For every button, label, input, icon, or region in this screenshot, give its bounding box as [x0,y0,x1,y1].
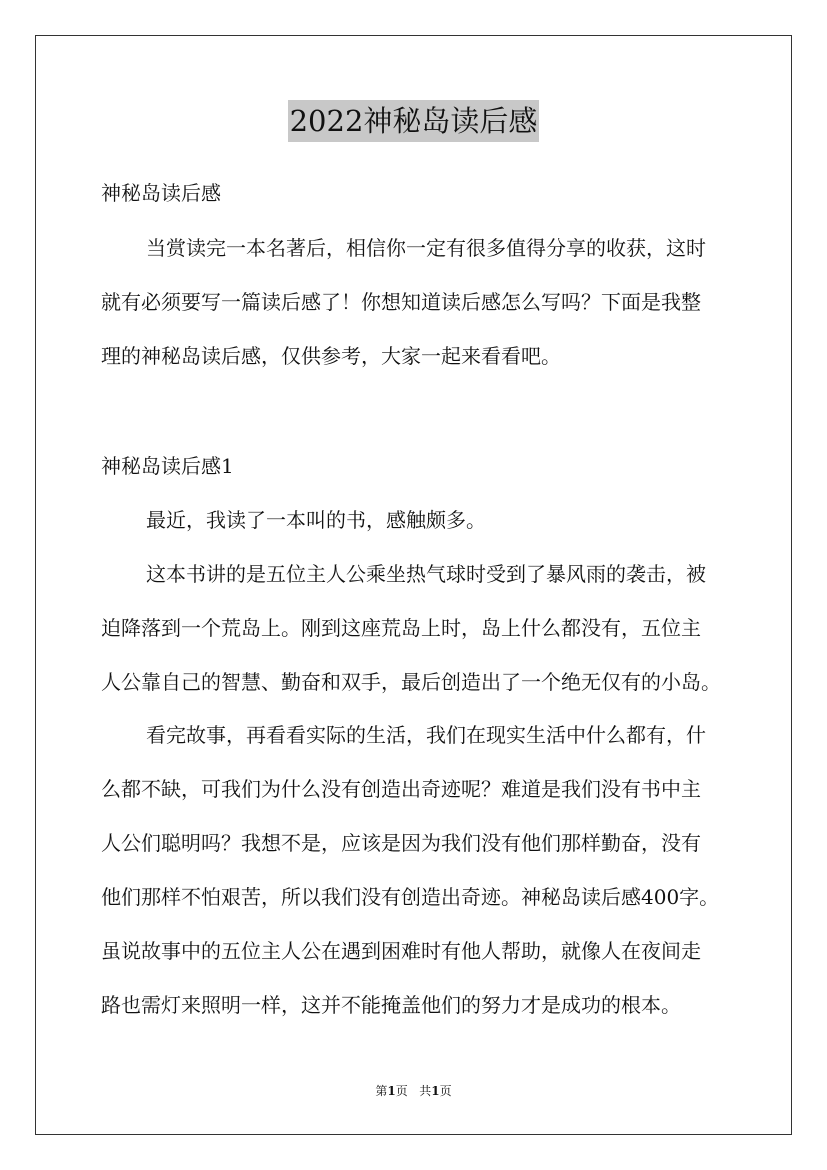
paragraph-line: 这本书讲的是五位主人公乘坐热气球时受到了暴风雨的袭击，被 [146,562,706,586]
title-container [0,100,827,142]
intro-line: 当赏读完一本名著后，相信你一定有很多值得分享的收获，这时 [146,236,706,260]
total-pages: 1 [431,1084,440,1098]
paragraph-line: 他们那样不怕艰苦，所以我们没有创造出奇迹。神秘岛读后感400字。 [101,885,720,909]
page-footer [0,1083,827,1099]
intro-line: 理的神秘岛读后感，仅供参考，大家一起来看看吧。 [101,344,561,368]
paragraph-line: 人公靠自己的智慧、勤奋和双手，最后创造出了一个绝无仅有的小岛。 [101,670,721,694]
document-subtitle: 神秘岛读后感 [101,181,221,205]
paragraph-line: 最近，我读了一本叫的书，感触颇多。 [146,508,486,532]
total-prefix: 共 [419,1084,432,1098]
document-title: 2022神秘岛读后感 [288,100,540,142]
paragraph-line: 迫降落到一个荒岛上。刚到这座荒岛上时，岛上什么都没有，五位主 [101,616,701,640]
paragraph-line: 虽说故事中的五位主人公在遇到困难时有他人帮助，就像人在夜间走 [101,939,701,963]
intro-line: 就有必须要写一篇读后感了！你想知道读后感怎么写吗？下面是我整 [101,290,701,314]
paragraph-line: 人公们聪明吗？我想不是，应该是因为我们没有他们那样勤奋，没有 [101,831,701,855]
paragraph-line: 路也需灯来照明一样，这并不能掩盖他们的努力才是成功的根本。 [101,993,681,1017]
page-suffix: 页 [395,1084,408,1098]
page-prefix: 第 [375,1084,388,1098]
page-number: 1 [387,1084,396,1098]
total-suffix: 页 [439,1084,452,1098]
paragraph-line: 么都不缺，可我们为什么没有创造出奇迹呢？难道是我们没有书中主 [101,777,701,801]
section-heading: 神秘岛读后感1 [101,454,234,478]
paragraph-line: 看完故事，再看看实际的生活，我们在现实生活中什么都有，什 [146,723,706,747]
